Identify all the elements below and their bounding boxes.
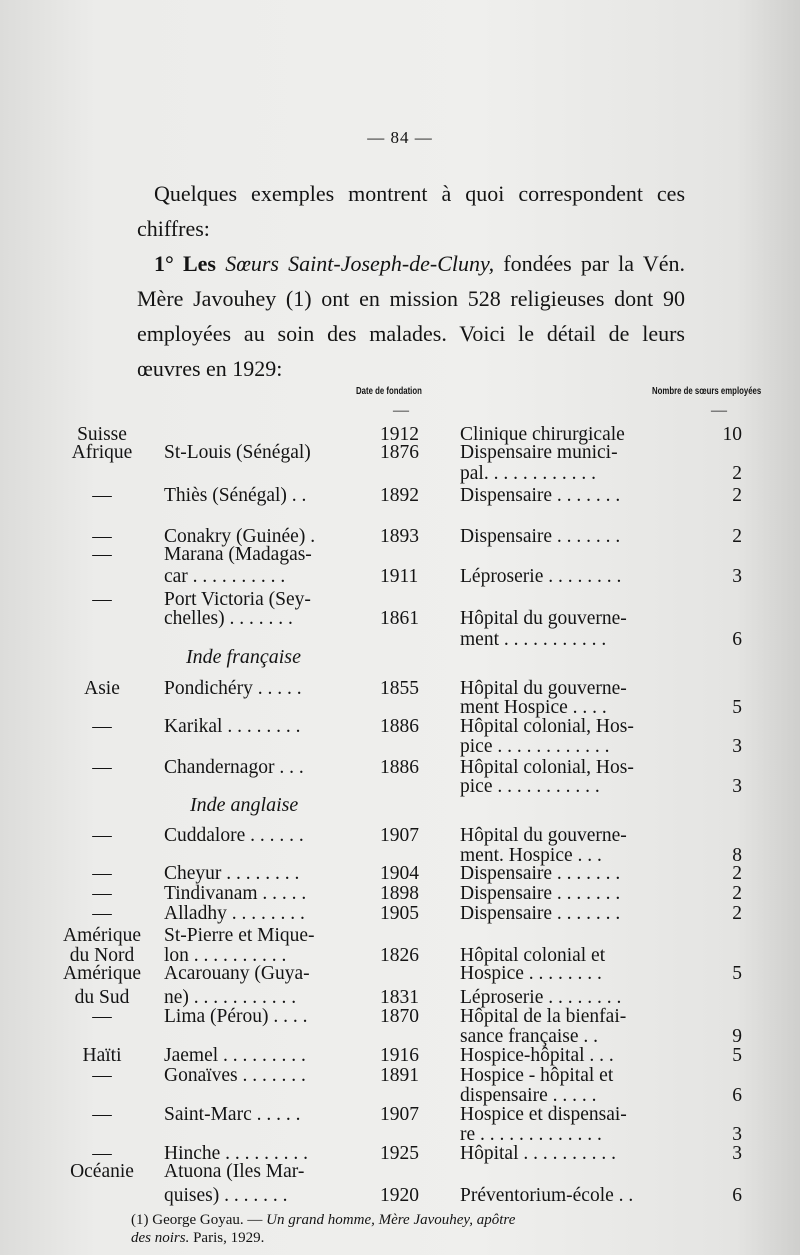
row-date: 1911 (380, 566, 419, 587)
row-work: Léproserie . . . . . . . . (460, 987, 622, 1008)
row-num: 6 (732, 629, 742, 650)
row-num: 3 (732, 1124, 742, 1145)
row-date: 1907 (380, 1104, 419, 1125)
row-place: Karikal . . . . . . . . (164, 716, 301, 737)
footnote-author: (1) George Goyau. — (131, 1212, 267, 1228)
row-country: — (92, 1104, 112, 1125)
row-date: 1870 (380, 1006, 419, 1027)
row-date: 1826 (380, 945, 419, 966)
row-num: 9 (732, 1026, 742, 1047)
row-date: 1920 (380, 1185, 419, 1206)
row-work: Hôpital colonial et (460, 945, 606, 966)
row-country: — (92, 883, 112, 904)
row-country: Océanie (70, 1161, 134, 1182)
row-date: 1925 (380, 1143, 419, 1164)
row-place: Chandernagor . . . (164, 757, 304, 778)
row-date: 1861 (380, 608, 419, 629)
row-work: Hôpital du gouverne- (460, 678, 627, 699)
row-work: Hospice-hôpital . . . (460, 1045, 614, 1066)
row-place: Alladhy . . . . . . . . (164, 903, 305, 924)
row-place: Cuddalore . . . . . . (164, 825, 304, 846)
row-date: 1891 (380, 1065, 419, 1086)
row-date: 1886 (380, 757, 419, 778)
row-place: Gonaïves . . . . . . . (164, 1065, 306, 1086)
row-work: ment. Hospice . . . (460, 845, 602, 866)
row-work: Hospice et dispensai- (460, 1104, 627, 1125)
row-num: 2 (732, 463, 742, 484)
row-country: — (92, 757, 112, 778)
row-work: sance française . . (460, 1026, 599, 1047)
row-num: 2 (732, 863, 742, 884)
row-num: 6 (732, 1185, 742, 1206)
row-work: dispensaire . . . . . (460, 1085, 597, 1106)
row-work: pal. . . . . . . . . . . . (460, 463, 596, 484)
row-date: 1876 (380, 442, 419, 463)
row-num: 3 (732, 566, 742, 587)
row-place: Saint-Marc . . . . . (164, 1104, 301, 1125)
row-country: — (92, 863, 112, 884)
row-place: Marana (Madagas- (164, 544, 312, 565)
row-num: 5 (732, 697, 742, 718)
row-num: 2 (732, 526, 742, 547)
row-num: 2 (732, 485, 742, 506)
row-place: Conakry (Guinée) . (164, 526, 316, 547)
row-country: — (92, 589, 112, 610)
row-place: St-Louis (Sénégal) (164, 442, 311, 463)
page-number: — 84 — (367, 128, 433, 147)
row-place: lon . . . . . . . . . . (164, 945, 287, 966)
row-place: Acarouany (Guya- (164, 963, 310, 984)
row-num: 5 (732, 963, 742, 984)
header-count: Nombre de sœurs employées (652, 386, 762, 397)
section-inde-francaise: Inde française (186, 646, 301, 668)
row-work: Dispensaire . . . . . . . (460, 526, 621, 547)
row-date: 1898 (380, 883, 419, 904)
row-country: — (92, 1006, 112, 1027)
row-place: Lima (Pérou) . . . . (164, 1006, 308, 1027)
row-num: 8 (732, 845, 742, 866)
row-date: 1916 (380, 1045, 419, 1066)
row-num: 2 (732, 883, 742, 904)
row-place: quises) . . . . . . . (164, 1185, 288, 1206)
row-work: Hôpital du gouverne- (460, 825, 627, 846)
row-place: Cheyur . . . . . . . . (164, 863, 300, 884)
row-date: 1855 (380, 678, 419, 699)
row-num: 5 (732, 1045, 742, 1066)
row-work: Hôpital colonial, Hos- (460, 716, 634, 737)
row-country: Amérique (63, 963, 141, 984)
congregation-name: Sœurs Saint-Joseph-de-Cluny, (225, 251, 495, 276)
row-place: St-Pierre et Mique- (164, 925, 315, 946)
row-work: Hôpital colonial, Hos- (460, 757, 634, 778)
footnote-title-end: des noirs. (131, 1230, 190, 1246)
row-work: pice . . . . . . . . . . . . (460, 736, 610, 757)
row-country: Amérique (63, 925, 141, 946)
header-count-dash: — (711, 402, 727, 419)
row-date: 1904 (380, 863, 419, 884)
row-date: 1905 (380, 903, 419, 924)
row-work: ment . . . . . . . . . . . (460, 629, 607, 650)
row-country: Suisse (77, 424, 127, 445)
row-work: Hospice - hôpital et (460, 1065, 614, 1086)
row-place: chelles) . . . . . . . (164, 608, 293, 629)
row-country: — (92, 1065, 112, 1086)
row-work: Dispensaire . . . . . . . (460, 485, 621, 506)
row-work: Dispensaire . . . . . . . (460, 883, 621, 904)
row-place: ne) . . . . . . . . . . . (164, 987, 297, 1008)
header-date-dash: — (393, 402, 409, 419)
section-inde-anglaise: Inde anglaise (190, 794, 299, 816)
row-num: 3 (732, 736, 742, 757)
row-date: 1892 (380, 485, 419, 506)
intro-paragraph-2-rest: fondées par la Vén. Mère Javouhey (1) ont en mission 528 religieuses dont 90 employées au soin des malades. Voici le détail de leurs œuvres en 1929: (137, 251, 685, 381)
row-date: 1886 (380, 716, 419, 737)
row-date: 1893 (380, 526, 419, 547)
row-work: Clinique chirurgicale (460, 424, 625, 445)
row-work: Hospice . . . . . . . . (460, 963, 602, 984)
row-num: 3 (732, 1143, 742, 1164)
footnote-line-1 (131, 1211, 731, 1229)
row-place: Tindivanam . . . . . (164, 883, 307, 904)
row-work: pice . . . . . . . . . . . (460, 776, 600, 797)
row-place: Thiès (Sénégal) . . (164, 485, 307, 506)
row-work: Léproserie . . . . . . . . (460, 566, 622, 587)
row-work: Préventorium-école . . (460, 1185, 634, 1206)
row-country: Asie (84, 678, 120, 699)
row-country: — (92, 1143, 112, 1164)
row-work: re . . . . . . . . . . . . . (460, 1124, 602, 1145)
row-country: — (92, 903, 112, 924)
row-place: Pondichéry . . . . . (164, 678, 302, 699)
footnote (131, 1211, 731, 1247)
row-date: 1912 (380, 424, 419, 445)
row-place: car . . . . . . . . . . (164, 566, 286, 587)
row-place: Hinche . . . . . . . . . (164, 1143, 309, 1164)
row-date: 1831 (380, 987, 419, 1008)
row-country: Afrique (71, 442, 133, 463)
row-work: Hôpital du gouverne- (460, 608, 627, 629)
row-num: 6 (732, 1085, 742, 1106)
row-country: — (92, 716, 112, 737)
row-country: du Nord (69, 945, 135, 966)
footnote-title: Un grand homme, Mère Javouhey, apôtre (266, 1212, 516, 1228)
row-country: — (92, 825, 112, 846)
row-country: Haïti (82, 1045, 122, 1066)
row-country: — (92, 544, 112, 565)
row-work: Hôpital de la bienfai- (460, 1006, 627, 1027)
intro-paragraph-1: Quelques exemples montrent à quoi correspondent ces chiffres: (137, 181, 685, 241)
row-place: Port Victoria (Sey- (164, 589, 311, 610)
row-num: 10 (722, 424, 742, 445)
footnote-publication: Paris, 1929. (189, 1230, 265, 1246)
list-number: 1° Les (154, 251, 226, 276)
row-place: Jaemel . . . . . . . . . (164, 1045, 306, 1066)
row-country: — (92, 485, 112, 506)
row-country: — (92, 526, 112, 547)
header-date: Date de fondation (356, 386, 422, 397)
row-work: Hôpital . . . . . . . . . . (460, 1143, 616, 1164)
footnote-line-2 (131, 1229, 731, 1247)
row-country: du Sud (74, 987, 130, 1008)
row-date: 1907 (380, 825, 419, 846)
row-work: Dispensaire . . . . . . . (460, 863, 621, 884)
row-work: Dispensaire munici- (460, 442, 618, 463)
row-place: Atuona (Iles Mar- (164, 1161, 305, 1182)
row-num: 3 (732, 776, 742, 797)
row-work: Dispensaire . . . . . . . (460, 903, 621, 924)
row-num: 2 (732, 903, 742, 924)
row-work: ment Hospice . . . . (460, 697, 607, 718)
